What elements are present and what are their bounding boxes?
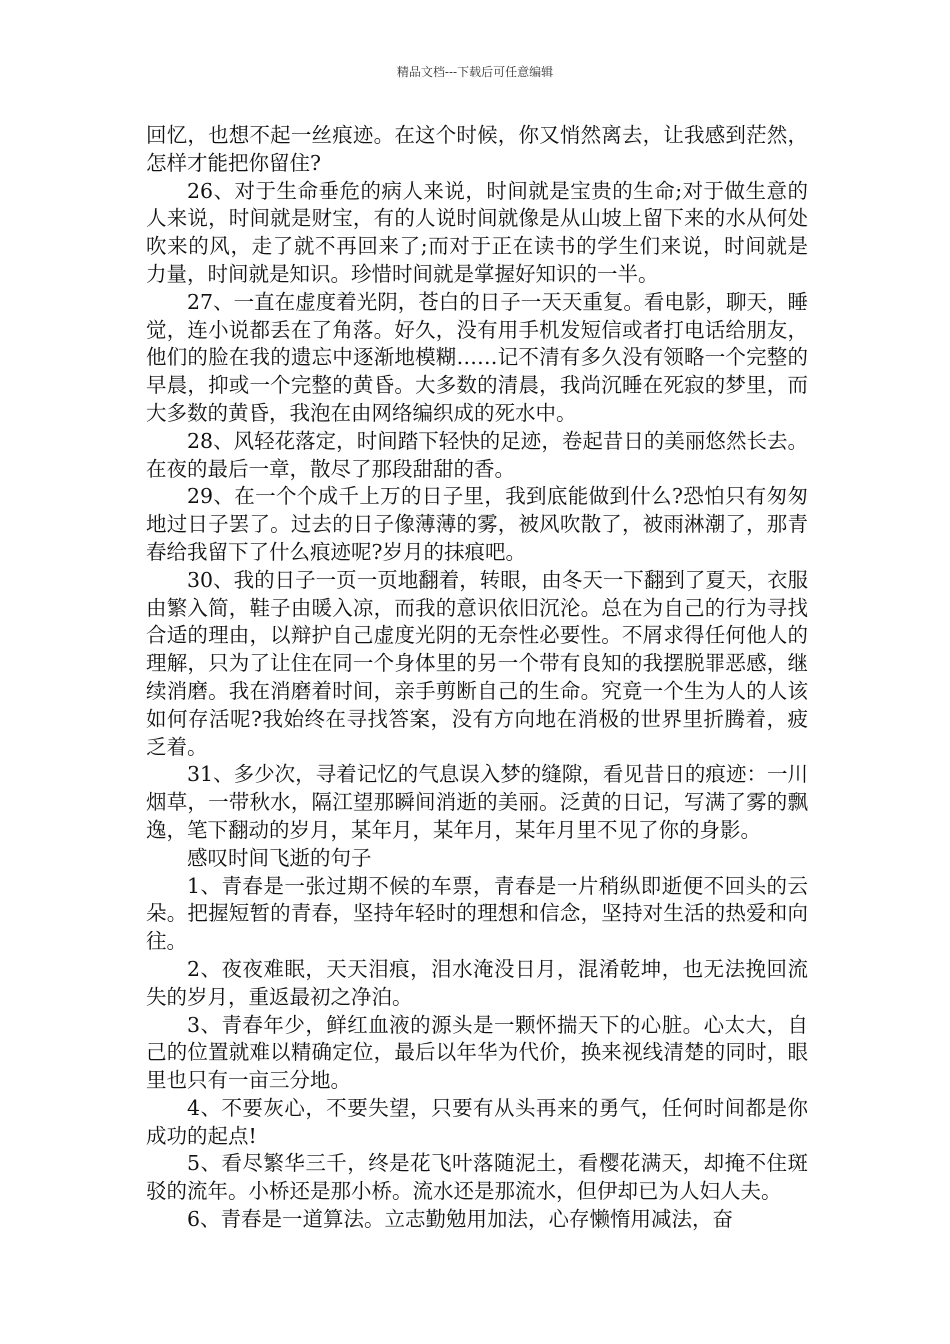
paragraph: 1、青春是一张过期不候的车票，青春是一片稍纵即逝便不回头的云朵。把握短暂的青春，坚持年轻时的理想和信念，坚持对生活的热爱和向往。: [146, 873, 808, 954]
paragraph: 28、风轻花落定，时间踏下轻快的足迹，卷起昔日的美丽悠然长去。在夜的最后一章，散尽了那段甜甜的香。: [146, 428, 808, 481]
paragraph: 4、不要灰心，不要失望，只要有从头再来的勇气，任何时间都是你成功的起点!: [146, 1095, 808, 1148]
paragraph: 回忆，也想不起一丝痕迹。在这个时候，你又悄然离去，让我感到茫然，怎样才能把你留住?: [146, 123, 808, 175]
page-header: 精品文档---下载后可任意编辑: [396, 65, 554, 79]
section-heading: 感叹时间飞逝的句子: [187, 845, 372, 870]
paragraph: 26、对于生命垂危的病人来说，时间就是宝贵的生命;对于做生意的人来说，时间就是财宝，有的人说时间就像是从山坡上留下来的水从何处吹来的风，走了就不再回来了;而对于正在读书的学生们来说，时间就是力量，时间就是知识。珍惜时间就是掌握好知识的一半。: [146, 178, 808, 286]
document-body: [146, 122, 808, 1234]
paragraph: 2、夜夜难眠，天天泪痕，泪水淹没日月，混淆乾坤，也无法挽回流失的岁月，重返最初之净泊。: [146, 956, 808, 1009]
paragraph: 27、一直在虚度着光阴，苍白的日子一天天重复。看电影，聊天，睡觉，连小说都丢在了角落。好久，没有用手机发短信或者打电话给朋友，他们的脸在我的遗忘中逐渐地模糊……记不清有多久没有领略一个完整的早晨，抑或一个完整的黄昏。大多数的清晨，我尚沉睡在死寂的梦里，而大多数的黄昏，我泡在由网络编织成的死水中。: [146, 289, 808, 425]
paragraph: 3、青春年少，鲜红血液的源头是一颗怀揣天下的心脏。心太大，自己的位置就难以精确定位，最后以年华为代价，换来视线清楚的同时，眼里也只有一亩三分地。: [146, 1012, 808, 1093]
paragraph: 6、青春是一道算法。立志勤勉用加法，心存懒惰用减法，奋: [187, 1207, 734, 1232]
paragraph: 5、看尽繁华三千，终是花飞叶落随泥土，看樱花满天，却掩不住斑驳的流年。小桥还是那小桥。流水还是那流水，但伊却已为人妇人夫。: [146, 1151, 808, 1204]
paragraph: 31、多少次，寻着记忆的气息误入梦的缝隙，看见昔日的痕迹：一川烟草，一带秋水，隔江望那瞬间消逝的美丽。泛黄的日记，写满了雾的飘逸，笔下翻动的岁月，某年月，某年月，某年月里不见了你的身影。: [146, 762, 808, 842]
paragraph: 30、我的日子一页一页地翻着，转眼，由冬天一下翻到了夏天，衣服由繁入简，鞋子由暖入凉，而我的意识依旧沉沦。总在为自己的行为寻找合适的理由，以辩护自己虚度光阴的无奈性必要性。不屑求得任何他人的理解，只为了让住在同一个身体里的另一个带有良知的我摆脱罪恶感，继续消磨。我在消磨着时间，亲手剪断自己的生命。究竟一个生为人的人该如何存活呢?我始终在寻找答案，没有方向地在消极的世界里折腾着，疲乏着。: [146, 567, 808, 759]
paragraph: 29、在一个个成千上万的日子里，我到底能做到什么?恐怕只有匆匆地过日子罢了。过去的日子像薄薄的雾，被风吹散了，被雨淋潮了，那青春给我留下了什么痕迹呢?岁月的抹痕吧。: [146, 484, 808, 564]
